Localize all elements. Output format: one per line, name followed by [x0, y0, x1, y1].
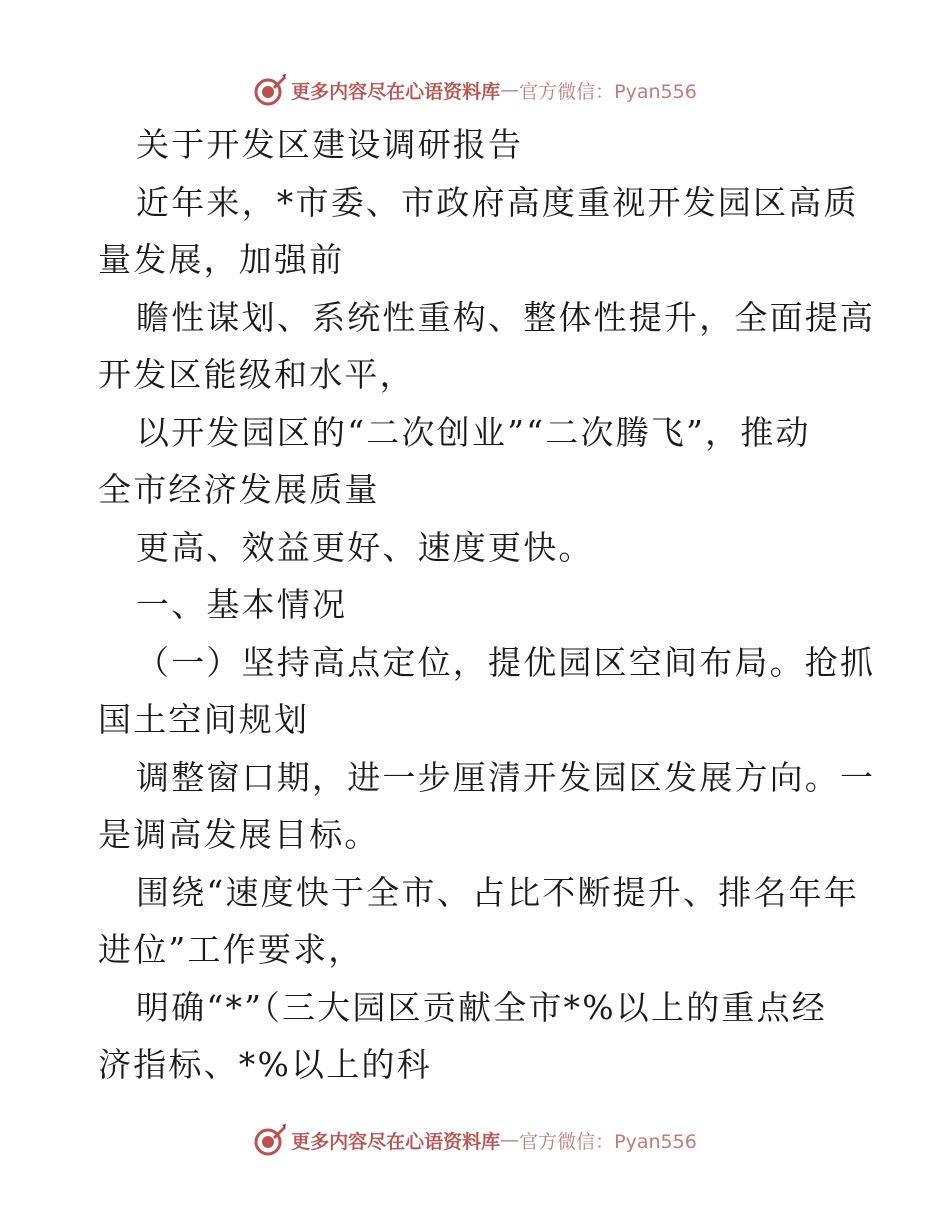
document-body: [98, 116, 876, 1094]
footer-banner: [0, 1120, 950, 1160]
banner-separator: —: [500, 1129, 520, 1151]
document-line: 明确“*”（三大园区贡献全市*%以上的重点经: [136, 987, 827, 1027]
document-line: 是调高发展目标。: [98, 815, 380, 854]
banner-slogan: 更多内容尽在心语资料库: [291, 1130, 501, 1153]
document-line: 进位”工作要求，: [98, 930, 364, 969]
header-banner: [0, 70, 950, 110]
document-line: （一）坚持高点定位，提优园区空间布局。抢抓: [136, 642, 876, 682]
document-line: 国土空间规划: [98, 700, 310, 739]
document-line: 开发区能级和水平，: [98, 355, 415, 394]
document-line: 关于开发区建设调研报告: [136, 125, 524, 164]
banner-separator: —: [500, 79, 520, 101]
document-line: 济指标、*%以上的科: [98, 1045, 432, 1084]
pen-nib-logo-icon: [253, 73, 287, 107]
document-line: 围绕“速度快于全市、占比不断提升、排名年年: [136, 872, 860, 912]
document-line: 一、基本情况: [136, 585, 348, 624]
banner-slogan: 更多内容尽在心语资料库: [291, 80, 501, 103]
document-line: 近年来，*市委、市政府高度重视开发园区高质: [136, 182, 859, 222]
pen-nib-logo-icon: [253, 1123, 287, 1157]
document-line: 调整窗口期，进一步厘清开发园区发展方向。一: [136, 757, 876, 797]
document-line: 瞻性谋划、系统性重构、整体性提升，全面提高: [136, 297, 876, 337]
document-line: 全市经济发展质量: [98, 470, 380, 509]
banner-contact: 官方微信：Pyan556: [519, 80, 697, 103]
document-line: 量发展，加强前: [98, 240, 345, 279]
document-line: 以开发园区的“二次创业”“二次腾飞”，推动: [136, 412, 811, 452]
document-line: 更高、效益更好、速度更快。: [136, 527, 594, 567]
banner-contact: 官方微信：Pyan556: [519, 1130, 697, 1153]
